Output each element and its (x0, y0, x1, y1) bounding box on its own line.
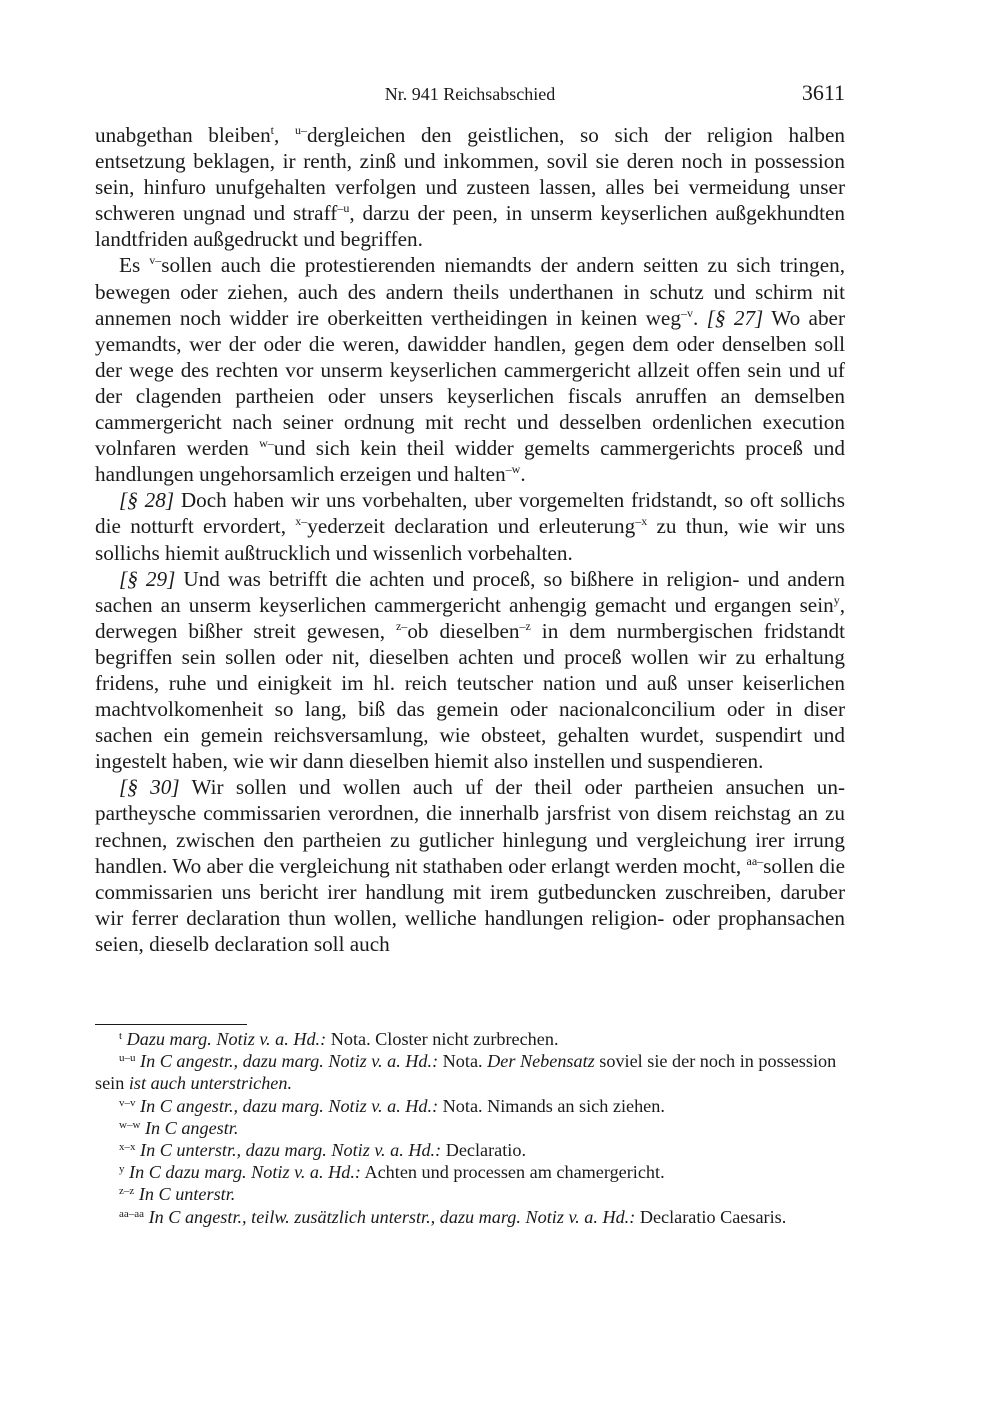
text-run: sollen die commissarien uns bericht irer handlung mit irem gutbeduncken zuschreiben, daruber wir ferrer declaration thun wollen, welliche handlungen religion- oder prophansachen seien, dieselb declaration soll auch (95, 853, 845, 956)
editorial-note: In C angestr., dazu marg. Notiz v. a. Hd.: (140, 1051, 439, 1072)
footnote (95, 1117, 845, 1139)
footnote-marker: t (270, 123, 275, 137)
footnote-marker: x– (295, 514, 308, 529)
text-run: . (520, 462, 526, 487)
text-run: , derwegen bißher streit gewesen, (95, 592, 845, 643)
text-run: soviel sie der noch in possession sein (95, 1051, 837, 1094)
footnote-mark: x–x (119, 1141, 136, 1154)
text-run: Und was betrifft die achten und proceß, so bißhere in religion- und andern sachen an unserm keyserlichen cammergericht anhengig gemacht und ergangen sein (95, 566, 845, 617)
text-run: dergleichen den geistlichen, so sich der religion halben entsetzung beklagen, ir renth, zinß und inkommen, sovil sie deren noch in possession sein, hinfuro unufgehalten verfolgen und zusteen lassen, alles bei vermeidung unser schweren ungnad und straff (95, 123, 845, 226)
footnote-mark: aa–aa (119, 1207, 145, 1220)
footnotes (95, 1028, 845, 1228)
footnote (95, 1139, 845, 1161)
footnote-marker: –x (635, 514, 648, 529)
text-run: zu thun, wie wir uns sollichs hiemit außtrucklich und wissenlich vorbehalten. (95, 514, 845, 565)
footnote-marker: –z (519, 618, 531, 633)
editorial-note: Dazu marg. Notiz v. a. Hd.: (126, 1029, 327, 1049)
text-run: unabgethan bleiben (95, 123, 271, 147)
editorial-note: In C unterstr. (138, 1184, 236, 1205)
footnote-mark: y (119, 1163, 125, 1176)
footnote-mark: w–w (119, 1118, 141, 1131)
footnote-marker: v– (149, 253, 162, 268)
paragraph (95, 774, 845, 957)
footnote (95, 1050, 845, 1094)
text-run: , (274, 123, 295, 147)
footnote-mark: t (119, 1030, 123, 1042)
footnote-marker: u– (294, 123, 307, 137)
text-run: sollen auch die protestierenden niemandts der andern seitten zu sich tringen, bewegen oder ziehen, auch des andern theils underthanen in schutz und schirm nit annemen noch widder ire oberkeitten vertheidingen in keinen weg (95, 253, 846, 330)
footnote (95, 1095, 845, 1117)
text-run: Declaratio Caesaris. (635, 1206, 787, 1227)
editorial-note: In C dazu marg. Notiz v. a. Hd.: (129, 1162, 361, 1183)
section-reference: [§ 30] (119, 775, 180, 800)
footnote-marker: z– (395, 618, 408, 633)
text-run: Wir sollen und wollen auch uf der theil oder partheien ansuchen unpartheysche commissarien verordnen, die innerhalb jarsfrist von disem reichstag an zu rechnen, zwischen den partheien zu gutlicher hinlegung und vergleichung irer irrung handlen. Wo aber die vergleichung nit stathaben oder erlangt werden mocht, (95, 775, 845, 878)
editorial-note: In C angestr. (144, 1117, 239, 1138)
page-number: 3611 (801, 80, 845, 105)
footnote (95, 1161, 845, 1183)
editorial-note: In C unterstr., dazu marg. Notiz v. a. Hd.: (140, 1140, 442, 1161)
text-run: Es (119, 253, 150, 278)
footnote (95, 1183, 845, 1205)
text-run: yederzeit declaration und erleuterung (307, 514, 636, 539)
footnote-separator (95, 1024, 247, 1025)
text-run: Nota. (438, 1051, 488, 1072)
footnote-marker: y (833, 592, 840, 607)
text-run: Nota. Closter nicht zurbrechen. (326, 1029, 559, 1049)
footnote-marker: –u (337, 201, 350, 216)
footnote-marker: –v (680, 305, 693, 320)
paragraph (95, 566, 845, 775)
main-text (95, 122, 845, 957)
footnote-marker: aa– (746, 853, 764, 868)
text-run: ob dieselben (407, 618, 520, 643)
text-run: Wo aber yemandts, wer der oder die weren, dawidder handlen, gegen dem oder denselben soll der wege des rechten vor unserm keyserlichen cammergericht allzeit offen sein und uf der clagenden partheien oder unsers keyserlichen fiscals anruffen an demselben cammergericht nach seiner ordnung mit recht und desselben ordenlichen execution volnfaren werden (95, 305, 846, 461)
footnote (95, 1206, 845, 1228)
text-run: Doch haben wir uns vorbehalten, uber vorgemelten fridstandt, so oft sollichs die notturft ervordert, (95, 488, 845, 539)
editorial-note: In C angestr., teilw. zusätzlich unterstr., dazu marg. Notiz v. a. Hd.: (148, 1206, 636, 1227)
footnote-marker: –w (505, 462, 521, 477)
footnote-mark: u–u (119, 1052, 136, 1065)
paragraph (95, 487, 845, 565)
text-run: Achten und processen am chamergericht. (360, 1162, 665, 1183)
paragraph (95, 122, 845, 252)
text-run: und sich kein theil widder gemelts cammergerichts proceß und handlungen ungehorsamlich erzeigen und halten (95, 436, 845, 487)
paragraph (95, 252, 845, 487)
editorial-note: Der Nebensatz (487, 1051, 595, 1072)
editorial-note: In C angestr., dazu marg. Notiz v. a. Hd.: (140, 1095, 439, 1116)
page-header (95, 80, 845, 108)
section-reference: [§ 27] (706, 305, 764, 330)
editorial-note: ist auch unterstrichen. (128, 1073, 293, 1094)
footnote-marker: w– (259, 436, 274, 451)
section-reference: [§ 29] (119, 566, 176, 591)
running-title: Nr. 941 Reichsabschied (384, 84, 556, 104)
text-run: , darzu der peen, in unserm keyserlichen außgekhundten landtfriden außgedruckt und begriffen. (95, 201, 845, 252)
footnote-mark: z–z (119, 1185, 135, 1198)
text-run: in dem nurmbergischen fridstandt begriffen sein sollen oder nit, dieselben achten und proceß wollen wir zu erhaltung fridens, ruhe und einigkeit im hl. reich teutscher nation und auß unser keiserlichen machtvolkomenheit so lang, biß das gemein oder nacionalconcilium oder in diser sachen ein gemein reichsversamlung, wie obsteet, gehalten wurdet, suspendirt und ingestelt haben, wie wir dann dieselben hiemit also instellen und suspendieren. (95, 618, 845, 774)
section-reference: [§ 28] (119, 488, 175, 513)
footnote-mark: v–v (119, 1096, 136, 1109)
text-run: . (692, 305, 707, 330)
text-run: Declaratio. (441, 1140, 526, 1161)
footnote (95, 1028, 845, 1050)
text-run: Nota. Nimands an sich ziehen. (438, 1095, 665, 1116)
